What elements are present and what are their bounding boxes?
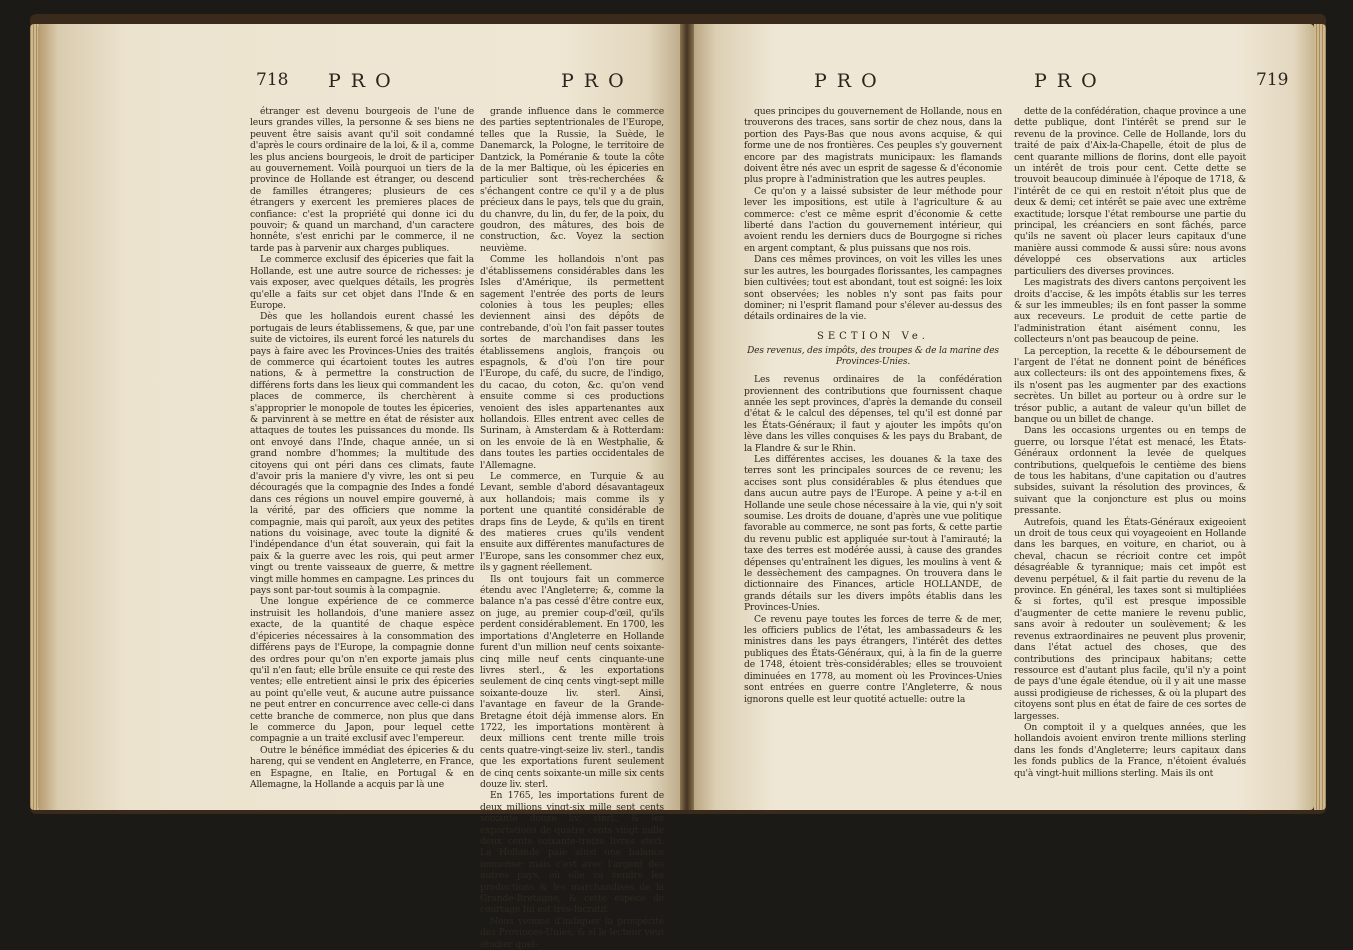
paragraph: Les revenus ordinaires de la confédération proviennent des contributions que fournissent chaque année les sept provinces, d'après la demande du conseil d'état & le calcul des dépenses, tel qu'il est donné par les États-Généraux; il faut y ajouter les impôts qu'on lève dans les villes conquises & les pays du Brabant, de la Flandre & sur le Rhin. <box>744 374 1002 454</box>
paragraph: dette de la confédération, chaque province a une dette publique, dont l'intérêt se prend sur le revenu de la province. Celle de Hollande, lors du traité de paix d'Aix-la-Chapelle, étoit de plus de cent quarante millions de florins, dont elle payoit un intérêt de trois pour cent. Cette dette se trouvoit beaucoup diminuée à l'époque de 1718, & l'intérêt de ce qui en restoit n'étoit plus que de deux & demi; cet intérêt se paie avec une extrême exactitude; lorsque l'état rembourse une partie du principal, les créanciers en sont fâchés, parce qu'ils ne savent où placer leurs capitaux d'une manière aussi commode & aussi sûre: nous avons développé ces observations aux articles particuliers des diverses provinces. <box>1014 106 1246 277</box>
paragraph: On comptoit il y a quelques années, que les hollandois avoient environ trente millions sterling dans les fonds d'Angleterre; leurs capitaux dans les fonds publics de la France, n'étoient évalués qu'à vingt-huit millions sterling. Mais ils ont <box>1014 721 1246 779</box>
running-head: PRO <box>328 70 401 92</box>
page-number: 719 <box>1256 70 1289 90</box>
paragraph: Le commerce, en Turquie & au Levant, semble d'abord désavantageux aux hollandois; mais comme ils y portent une quantité considérable de draps fins de Leyde, & qu'ils en tirent des matieres crues qu'ils vendent ensuite aux différentes manufactures de l'Europe, sans les consommer chez eux, ils y gagnent réellement. <box>480 471 664 574</box>
text-column-right <box>1014 106 1246 779</box>
book-gutter <box>680 24 694 810</box>
paragraph: Ce qu'on y a laissé subsister de leur méthode pour lever les impositions, est utile à l'agriculture & au commerce: c'est ce même esprit d'économie & cette liberté dans l'action du gouvernement intérieur, qui avoient rendu les derniers ducs de Bourgogne si riches en argent comptant, & plus puissans que nos rois. <box>744 185 1002 254</box>
paragraph: La perception, la recette & le déboursement de l'argent de l'état ne donnent point de bénéfices aux collecteurs: ils ont des appointemens fixes, & ils n'osent pas les augmenter par des exactions secrètes. Un billet au porteur ou à ordre sur le trésor public, a autant de valeur qu'un billet de banque ou un billet de change. <box>1014 345 1246 425</box>
right-page <box>694 24 1314 810</box>
paragraph: Les différentes accises, les douanes & la taxe des terres sont les principales sources de ce revenu; les accises sont plus considérables & plus étendues que dans aucun autre pays de l'Europe. A peine y a-t-il en Hollande une seule chose nécessaire à la vie, qui n'y soit soumise. Les droits de douane, d'après une vue politique favorable au commerce, ne sont pas forts, & cette partie du revenu public est appliquée sur-tout à l'amirauté; la taxe des terres est modérée aussi, à cause des grandes dépenses qu'entraînent les digues, les moulins à vent & le dessèchement des campagnes. On trouvera dans le dictionnaire des Finances, article HOLLANDE, de grands détails sur les divers impôts établis dans les Provinces-Unies. <box>744 453 1002 614</box>
paragraph: Dans les occasions urgentes ou en temps de guerre, ou lorsque l'état est menacé, les États-Généraux ordonnent la levée de quelques contributions, quelquefois le centième des biens de tous les habitans, d'une capitation ou d'autres subsides, suivant la résolution des provinces, & suivant que la conjoncture est plus ou moins pressante. <box>1014 425 1246 517</box>
text-column-left <box>250 106 474 790</box>
paragraph: Dès que les hollandois eurent chassé les portugais de leurs établissemens, & que, par une suite de victoires, ils eurent forcé les naturels du pays à faire avec les Provinces-Unies des traités de commerce qui écartoient toutes les autres nations, & à permettre la construction de différens forts dans les lieux qui commandent les places de commerce, ils cherchèrent à s'approprier le monopole de toutes les épiceries, & parvinrent à se mettre en état de résister aux attaques de toutes les puissances du monde. Ils ont envoyé dans l'Inde, chaque année, un si grand nombre d'hommes; la multitude des citoyens qui ont péri dans ces climats, faute d'avoir pris la maniere d'y vivre, les ont si peu découragés que la compagnie des Indes a fondé dans ces régions un nouvel empire gouverné, à la vérité, par des officiers que nomme la compagnie, mais qui paroît, aux yeux des petites nations du voisinage, avec toute la dignité & l'indépendance d'un état souverain, qui fait la paix & la guerre avec les rois, qui peut armer vingt ou trente vaisseaux de guerre, & mettre vingt mille hommes en campagne. Les princes du pays sont par-tout soumis à la compagnie. <box>250 311 474 597</box>
section-heading: SECTION Ve. <box>817 330 929 342</box>
paragraph: Comme les hollandois n'ont pas d'établissemens considérables dans les Isles d'Amérique, ils permettent sagement l'entrée des ports de leurs colonies à tous les peuples; elles deviennent ainsi des dépôts de contrebande, d'où l'on fait passer toutes sortes de marchandises dans les établissemens anglois, françois ou espagnols, & d'où l'on tire pour l'Europe, du café, du sucre, de l'indigo, du cacao, du coton, &c. qu'on vend ensuite comme si ces productions venoient des isles appartenantes aux hollandois. Elles entrent avec celles de Surinam, à Amsterdam & à Rotterdam: on les envoie de là en Westphalie, & dans toutes les parties occidentales de l'Allemagne. <box>480 254 664 471</box>
paragraph: Le commerce exclusif des épiceries que fait la Hollande, est une autre source de richesses: je vais exposer, avec quelques détails, les progrès qu'elle a faits sur cet objet dans l'Inde & en Europe. <box>250 254 474 311</box>
running-head: PRO <box>814 70 887 92</box>
paragraph: En 1765, les importations furent de deux millions vingt-six mille sept cents soixante douze liv. sterl., & les exportations de quatre cents vingt mille deux cents soixante-treize livres sterl. La Hollande paie ainsi une balance immense; mais c'est avec l'argent des autres pays, où elle va vendre les productions & les marchandises de la Grande-Bretagne, & cette espèce de courtage lui est très-lucratif. <box>480 790 664 916</box>
paragraph: Une longue expérience de ce commerce instruisit les hollandois, d'une maniere assez exacte, de la quantité de chaque espèce d'épiceries nécessaires à la consommation des différens pays de l'Europe, la compagnie donne des ordres pour qu'on n'en exporte jamais plus qu'il n'en faut; elle brûle ensuite ce qui reste des ventes; elle entretient ainsi le prix des épiceries au point qu'elle veut, & aucune autre puissance ne peut entrer en concurrence avec celle-ci dans cette branche de commerce, non plus que dans le commerce du Japon, pour lequel cette compagnie a un traité exclusif avec l'empereur. <box>250 596 474 745</box>
text-column-right <box>480 106 664 950</box>
paragraph: Dans ces mêmes provinces, on voit les villes les unes sur les autres, les bourgades florissantes, les campagnes bien cultivées; tout est abondant, tout est soigné: les loix sont observées; les nobles n'y sont pas faits pour dominer; ni l'esprit flamand pour s'élever au-dessus des détails ordinaires de la vie. <box>744 254 1002 323</box>
text-column-left <box>744 106 1002 705</box>
paragraph: Nous venons d'indiquer la prospérité des Provinces-Unies; & si le lecteur veut étudier quel- <box>480 915 664 950</box>
page-number: 718 <box>256 70 289 90</box>
paragraph: grande influence dans le commerce des parties septentrionales de l'Europe, telles que la Russie, la Suède, le Danemarck, la Pologne, le territoire de Dantzick, la Poméranie & toute la côte de la mer Baltique, où les épiceries en particulier sont très-recherchées & s'échangent contre ce qu'il y a de plus précieux dans le pays, tels que du grain, du chanvre, du lin, du fer, de la poix, du goudron, des mâtures, des bois de construction, &c. Voyez la section neuvième. <box>480 106 664 254</box>
paragraph: ques principes du gouvernement de Hollande, nous en trouverons des traces, sans sortir de chez nous, dans la portion des Pays-Bas que nous avons acquise, & qui forme une de nos frontières. Ces peuples s'y gouvernent encore par des magistrats municipaux: les flamands doivent être nés avec un esprit de sagesse & d'économie plus propre à l'administration que les autres peuples. <box>744 106 1002 186</box>
running-head: PRO <box>1034 70 1107 92</box>
paragraph: Les magistrats des divers cantons perçoivent les droits d'accise, & les impôts établis sur les terres & sur les immeubles; ils en font passer la somme aux receveurs. Le produit de cette partie de l'administration étant aisément connu, les collecteurs n'ont pas beaucoup de peine. <box>1014 277 1246 346</box>
open-book <box>30 14 1326 950</box>
left-page <box>38 24 680 950</box>
paragraph: Autrefois, quand les États-Généraux exigeoient un droit de tous ceux qui voyageoient en Hollande dans les barques, en voiture, en chariot, ou à cheval, chacun se récrioit contre cet impôt désagréable & tyrannique; mais cet impôt est devenu perpétuel, & il fait partie du revenu de la province. En général, les taxes sont si multipliées & si fortes, qu'il est presque impossible d'augmenter de cette maniere le revenu public, sans avoir à redouter un soulèvement; & les revenus extraordinaires ne peuvent plus provenir, dans l'état actuel des choses, que des contributions des principaux habitans; cette ressource est d'autant plus facile, qu'il n'y a point de pays d'une égale étendue, où il y ait une masse aussi prodigieuse de richesses, & où la plupart des citoyens sont plus en état de faire de ces sortes de largesses. <box>1014 516 1246 722</box>
page-edges-right <box>1314 24 1326 810</box>
paragraph: Ils ont toujours fait un commerce étendu avec l'Angleterre; &, comme la balance n'a pas cessé d'être contre eux, on juge, au premier coup-d'œil, qu'ils perdent considérablement. En 1700, les importations d'Angleterre en Hollande furent d'un million neuf cents soixante-cinq mille neuf cents cinquante-une livres sterl., & les exportations seulement de cinq cents vingt-sept mille soixante-douze liv. sterl. Ainsi, l'avantage en faveur de la Grande-Bretagne étoit déjà immense alors. En 1722, les importations montèrent à deux millions cent trente mille trois cents quatre-vingt-seize liv. sterl., tandis que les exportations furent seulement de cinq cents soixante-un mille six cents douze liv. sterl. <box>480 573 664 790</box>
running-head: PRO <box>561 70 634 92</box>
paragraph: étranger est devenu bourgeois de l'une de leurs grandes villes, la personne & ses biens ne peuvent être saisis avant qu'il soit condamné d'après le cours ordinaire de la loi, & il a, comme les plus anciens bourgeois, le droit de participer au gouvernement. Voilà pourquoi un tiers de la province de Hollande est étranger, ou descend de familles étrangeres; plusieurs de ces étrangers y exercent les premieres places de confiance: c'est la propriété qui donne ici du pouvoir; & quand un marchand, d'un caractere honnête, s'est enrichi par le commerce, il ne tarde pas à parvenir aux charges publiques. <box>250 106 474 254</box>
section-subtitle: Des revenus, des impôts, des troupes & de la marine des Provinces-Unies. <box>747 346 999 368</box>
paragraph: Ce revenu paye toutes les forces de terre & de mer, les officiers publics de l'état, les ambassadeurs & les ministres dans les pays étrangers, l'intérêt des dettes publiques des États-Généraux, qui, à la fin de la guerre de 1748, étoient très-considérables; elles se trouvoient diminuées en 1778, au moment où les Provinces-Unies sont entrées en guerre contre l'Angleterre, & nous ignorons quelle est leur quotité actuelle: outre la <box>744 613 1002 705</box>
paragraph: Outre le bénéfice immédiat des épiceries & du hareng, qui se vendent en Angleterre, en France, en Espagne, en Italie, en Portugal & en Allemagne, la Hollande a acquis par là une <box>250 744 474 790</box>
